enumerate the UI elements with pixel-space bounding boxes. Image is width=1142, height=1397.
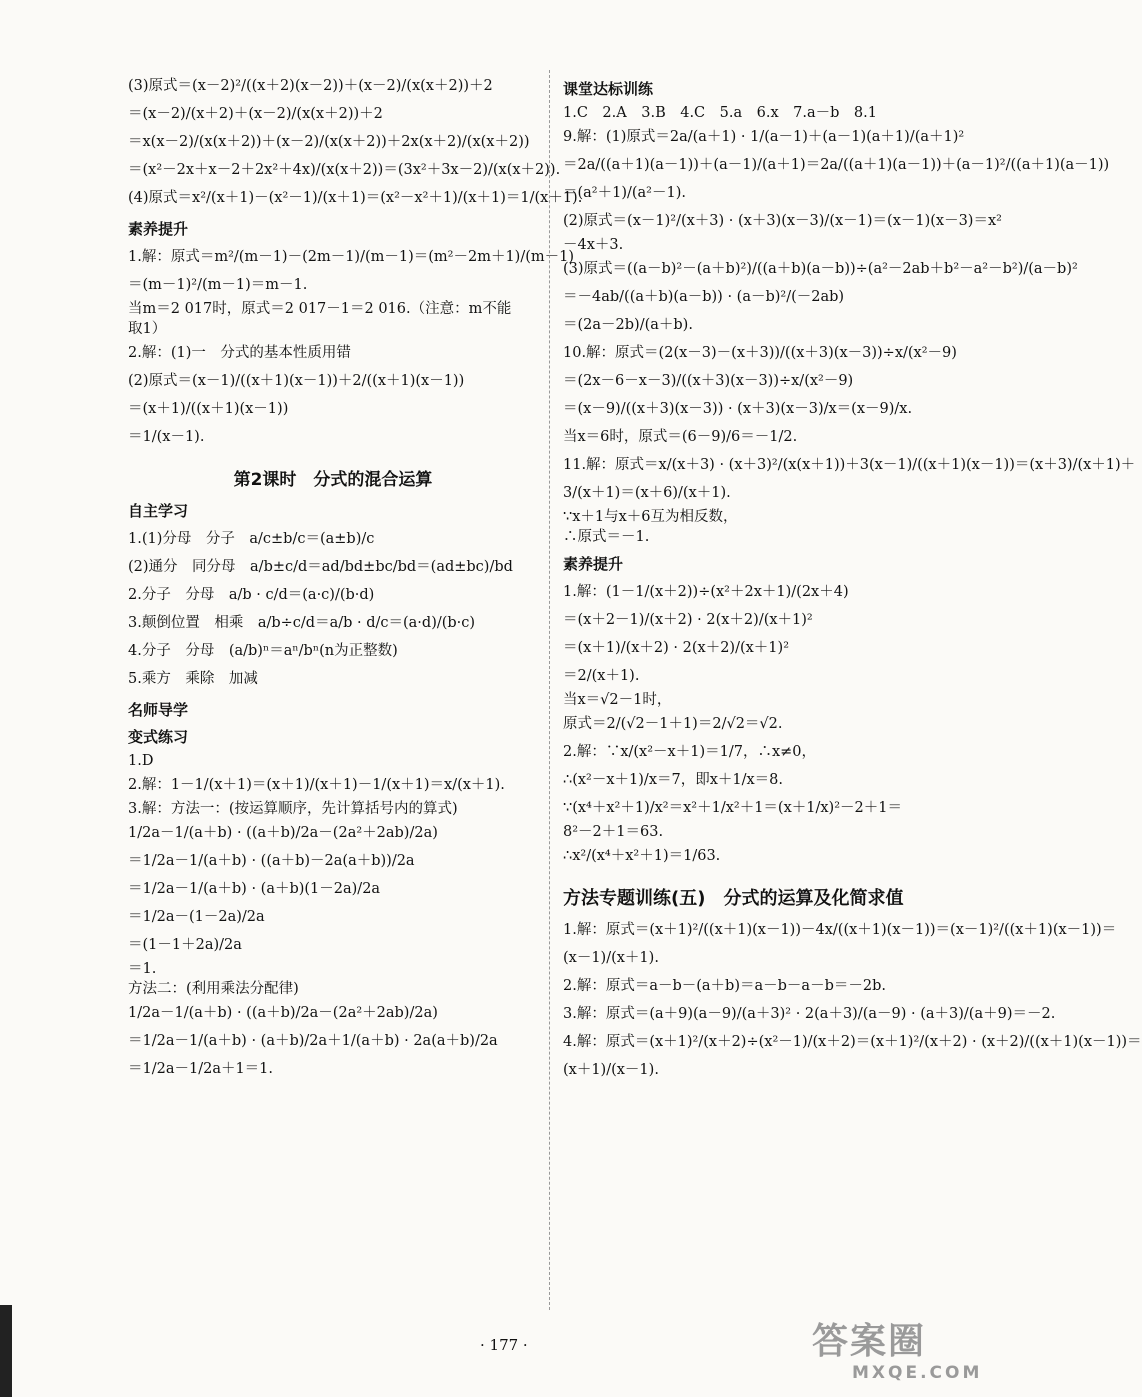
section-heading: 素养提升	[128, 220, 189, 238]
formula-line: ＝(x＋1)/(x＋2) · 2(x＋2)/(x＋1)²	[563, 640, 790, 656]
text-line: ∴原式＝－1.	[563, 529, 650, 545]
formula-line: 1/2a－1/(a＋b) · ((a＋b)/2a－(2a²＋2ab)/2a)	[128, 825, 438, 841]
formula-line: ＝(1－1＋2a)/2a	[128, 937, 242, 953]
formula-line: 5.乘方 乘除 加减	[128, 671, 258, 687]
formula-line: 2.解：∵x/(x²－x＋1)＝1/7，∴x≠0，	[563, 744, 816, 760]
formula-line: ＝(2a－2b)/(a＋b).	[563, 317, 693, 333]
formula-line: ＝2/(x＋1).	[563, 668, 640, 684]
text-line: 1.C 2.A 3.B 4.C 5.a 6.x 7.a－b 8.1	[563, 105, 877, 121]
formula-line: 11.解：原式＝x/(x＋3) · (x＋3)²/(x(x＋1))＋3(x－1)/((x＋1)(x－1))＝(x＋3)/(x＋1)＋	[563, 457, 1136, 473]
formula-line: 1.解：原式＝m²/(m－1)－(2m－1)/(m－1)＝(m²－2m＋1)/(m－1)	[128, 249, 575, 265]
formula-line: ＝(2x－6－x－3)/((x＋3)(x－3))÷x/(x²－9)	[563, 373, 854, 389]
section-heading: 课堂达标训练	[563, 80, 654, 98]
formula-line: ＝(x－2)/(x＋2)＋(x－2)/(x(x＋2))＋2	[128, 106, 383, 122]
lesson-title: 第2课时 分式的混合运算	[233, 470, 433, 490]
text-line: 取1）	[128, 321, 167, 337]
formula-line: (2)通分 同分母 a/b±c/d＝ad/bd±bc/bd＝(ad±bc)/bd	[128, 559, 513, 575]
formula-line: 2.解：原式＝a－b－(a＋b)＝a－b－a－b＝－2b.	[563, 978, 886, 994]
formula-line: (x＋1)/(x－1).	[563, 1062, 659, 1078]
watermark-logo-text: 答案圈	[812, 1321, 927, 1362]
formula-line: ＝(a²＋1)/(a²－1).	[563, 185, 686, 201]
column-divider	[549, 70, 550, 1310]
formula-line: (2)原式＝(x－1)²/(x＋3) · (x＋3)(x－3)/(x－1)＝(x－1)(x－3)＝x²	[563, 213, 1002, 229]
formula-line: 3.颠倒位置 相乘 a/b÷c/d＝a/b · d/c＝(a·d)/(b·c)	[128, 615, 476, 631]
formula-line: ∴(x²－x＋1)/x＝7，即x＋1/x＝8.	[563, 772, 784, 788]
page-number: · 177 ·	[480, 1336, 528, 1354]
formula-line: 2.解：1－1/(x＋1)＝(x＋1)/(x＋1)－1/(x＋1)＝x/(x＋1).	[128, 777, 505, 793]
text-line: ＝1.	[128, 961, 157, 977]
watermark-logo	[812, 1322, 987, 1390]
formula-line: ＝1/2a－(1－2a)/2a	[128, 909, 265, 925]
formula-line: (3)原式＝(x－2)²/((x＋2)(x－2))＋(x－2)/(x(x＋2))＋2	[128, 78, 493, 94]
formula-line: ＝1/2a－1/(a＋b) · (a＋b)(1－2a)/2a	[128, 881, 381, 897]
formula-line: 3/(x＋1)＝(x＋6)/(x＋1).	[563, 485, 731, 501]
formula-line: (x－1)/(x＋1).	[563, 950, 659, 966]
section-heading: 自主学习	[128, 502, 189, 520]
formula-line: 10.解：原式＝(2(x－3)－(x＋3))/((x＋3)(x－3))÷x/(x²－9)	[563, 345, 957, 361]
text-line: 当x＝√2－1时，	[563, 692, 672, 708]
formula-line: 2.解：(1)一 分式的基本性质用错	[128, 345, 351, 361]
formula-line: (3)原式＝((a－b)²－(a＋b)²)/((a＋b)(a－b))÷(a²－2ab＋b²－a²－b²)/(a－b)²	[563, 261, 1078, 277]
section-heading: 名师导学	[128, 701, 189, 719]
text-line: －4x＋3.	[563, 237, 624, 253]
topic-title: 方法专题训练(五) 分式的运算及化简求值	[563, 888, 904, 909]
formula-line: 1.解：(1－1/(x＋2))÷(x²＋2x＋1)/(2x＋4)	[563, 584, 849, 600]
text-line: 8²－2＋1＝63.	[563, 824, 664, 840]
text-line: 当m＝2 017时，原式＝2 017－1＝2 016.（注意：m不能	[128, 301, 512, 317]
formula-line: 9.解：(1)原式＝2a/(a＋1) · 1/(a－1)＋(a－1)(a＋1)/(a＋1)²	[563, 129, 965, 145]
formula-line: ＝1/(x－1).	[128, 429, 205, 445]
text-line: 3.解：方法一：(按运算顺序，先计算括号内的算式)	[128, 801, 458, 817]
page-edge-shadow	[0, 1305, 12, 1397]
formula-line: ∴x²/(x⁴＋x²＋1)＝1/63.	[563, 848, 721, 864]
formula-line: 原式＝2/(√2－1＋1)＝2/√2＝√2.	[563, 716, 783, 732]
formula-line: ＝1/2a－1/(a＋b) · (a＋b)/2a＋1/(a＋b) · 2a(a＋b)/2a	[128, 1033, 498, 1049]
formula-line: 当x＝6时，原式＝(6－9)/6＝－1/2.	[563, 429, 798, 445]
formula-line: ＝x(x－2)/(x(x＋2))＋(x－2)/(x(x＋2))＋2x(x＋2)/(x(x＋2))	[128, 134, 530, 150]
left-column	[128, 72, 583, 1083]
formula-line: 1.(1)分母 分子 a/c±b/c＝(a±b)/c	[128, 531, 375, 547]
formula-line: 3.解：原式＝(a＋9)(a－9)/(a＋3)² · 2(a＋3)/(a－9) · (a＋3)/(a＋9)＝－2.	[563, 1006, 1056, 1022]
section-heading: 变式练习	[128, 728, 189, 746]
formula-line: 1/2a－1/(a＋b) · ((a＋b)/2a－(2a²＋2ab)/2a)	[128, 1005, 438, 1021]
formula-line: ＝1/2a－1/2a＋1＝1.	[128, 1061, 274, 1077]
section-heading: 素养提升	[563, 555, 624, 573]
watermark-site: MXQE.COM	[852, 1363, 983, 1383]
formula-line: ＝(x＋1)/((x＋1)(x－1))	[128, 401, 289, 417]
formula-line: 2.分子 分母 a/b · c/d＝(a·c)/(b·d)	[128, 587, 375, 603]
formula-line: ＝1/2a－1/(a＋b) · ((a＋b)－2a(a＋b))/2a	[128, 853, 415, 869]
formula-line: (2)原式＝(x－1)/((x＋1)(x－1))＋2/((x＋1)(x－1))	[128, 373, 465, 389]
formula-line: ＝－4ab/((a＋b)(a－b)) · (a－b)²/(－2ab)	[563, 289, 845, 305]
formula-line: 4.解：原式＝(x＋1)²/(x＋2)÷(x²－1)/(x＋2)＝(x＋1)²/(x＋2) · (x＋2)/((x＋1)(x－1))＝	[563, 1034, 1142, 1050]
formula-line: 1.解：原式＝(x＋1)²/((x＋1)(x－1))－4x/((x＋1)(x－1))＝(x－1)²/((x＋1)(x－1))＝	[563, 922, 1117, 938]
formula-line: 4.分子 分母 (a/b)ⁿ＝aⁿ/bⁿ(n为正整数)	[128, 643, 398, 659]
right-column	[563, 72, 1142, 1084]
formula-line: ＝(x＋2－1)/(x＋2) · 2(x＋2)/(x＋1)²	[563, 612, 813, 628]
formula-line: ＝(m－1)²/(m－1)＝m－1.	[128, 277, 308, 293]
formula-line: ＝(x－9)/((x＋3)(x－3)) · (x＋3)(x－3)/x＝(x－9)/x.	[563, 401, 913, 417]
formula-line: ∵(x⁴＋x²＋1)/x²＝x²＋1/x²＋1＝(x＋1/x)²－2＋1＝	[563, 800, 902, 816]
text-line: ∵x＋1与x＋6互为相反数，	[563, 509, 738, 525]
formula-line: ＝2a/((a＋1)(a－1))＋(a－1)/(a＋1)＝2a/((a＋1)(a－1))＋(a－1)²/((a＋1)(a－1))	[563, 157, 1110, 173]
text-line: 1.D	[128, 753, 154, 769]
formula-line: (4)原式＝x²/(x＋1)－(x²－1)/(x＋1)＝(x²－x²＋1)/(x＋1)＝1/(x＋1).	[128, 190, 583, 206]
formula-line: ＝(x²－2x＋x－2＋2x²＋4x)/(x(x＋2))＝(3x²＋3x－2)/(x(x＋2)).	[128, 162, 561, 178]
text-line: 方法二：(利用乘法分配律)	[128, 981, 299, 997]
